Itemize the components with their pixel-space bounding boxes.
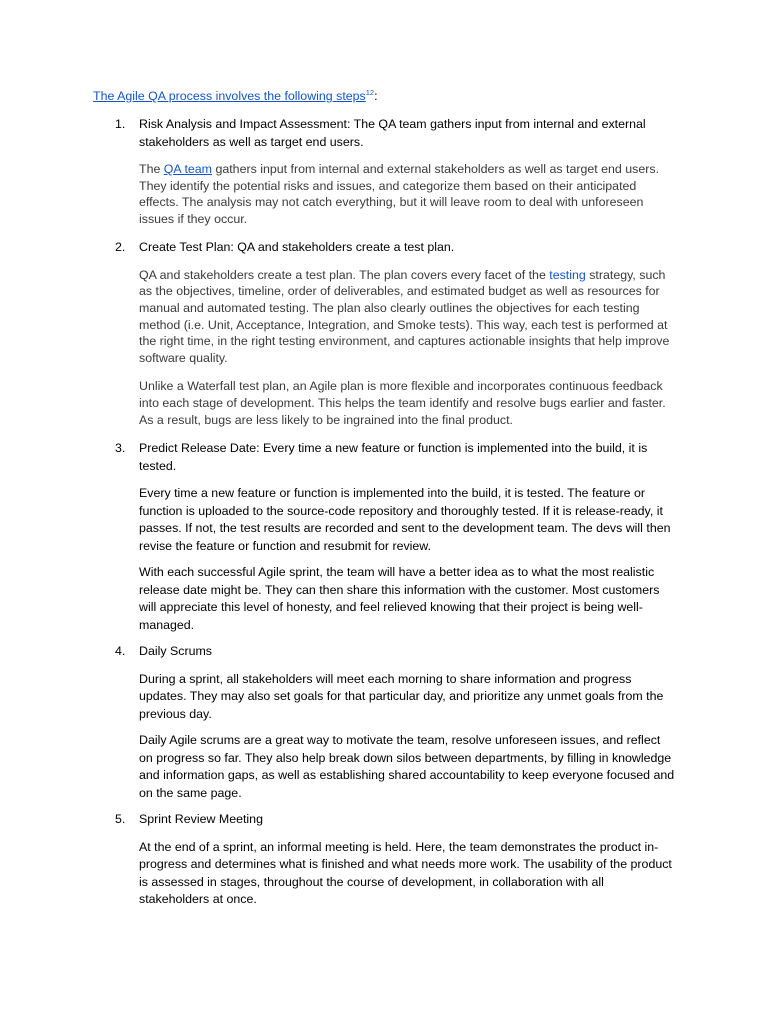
steps-list xyxy=(0,116,768,918)
step-number: 5. xyxy=(115,812,126,827)
paragraph-text: strategy, such as the objectives, timeline, order of deliverables, and estimated budget as well as resources for manual and automated testing. The plan also clearly outlines the objectives for each testing method (i.e. Unit, Acceptance, Integration, and Smoke tests). This way, each test is performed at the right time, in the right testing environment, and captures actionable insights that help improve software quality. xyxy=(139,267,670,365)
step-number: 2. xyxy=(115,240,126,255)
paragraph-text: The xyxy=(139,162,164,176)
step-paragraph: At the end of a sprint, an informal meeting is held. Here, the team demonstrates the product in-progress and determines what is finished and what needs more work. The usability of the product is assessed in stages, throughout the course of development, in collaboration with all stakeholders at once. xyxy=(139,839,672,907)
intro-line xyxy=(93,88,378,105)
step-paragraph: With each successful Agile sprint, the team will have a better idea as to what the most realistic release date might be. They can then share this information with the customer. Most customers will appreciate this level of honesty, and feel relieved knowing that their project is being well-managed. xyxy=(139,565,660,632)
step-title: Predict Release Date: Every time a new feature or function is implemented into the build, it is tested. xyxy=(139,441,648,473)
step-item xyxy=(0,811,768,909)
step-paragraph: Unlike a Waterfall test plan, an Agile plan is more flexible and incorporates continuous feedback into each stage of development. This helps the team identify and resolve bugs earlier and faster. As a result, bugs are less likely to be ingrained into the final product. xyxy=(139,379,666,427)
step-paragraph: During a sprint, all stakeholders will meet each morning to share information and progress updates. They may also set goals for that particular day, and prioritize any unmet goals from the previous day. xyxy=(139,671,664,721)
step-title: Daily Scrums xyxy=(139,644,212,659)
intro-link[interactable]: The Agile QA process involves the following steps xyxy=(93,89,366,103)
step-item xyxy=(0,440,768,634)
step-title: Sprint Review Meeting xyxy=(139,812,263,827)
step-item xyxy=(0,116,768,227)
step-paragraph: Daily Agile scrums are a great way to motivate the team, resolve unforeseen issues, and reflect on progress so far. They also help break down silos between departments, by filling in knowledge and information gaps, as well as establishing shared accountability to keep everyone focused and on the same page. xyxy=(139,733,675,800)
qa-team-link[interactable]: QA team xyxy=(163,162,213,176)
testing-link[interactable]: testing xyxy=(549,267,586,282)
step-paragraph xyxy=(139,161,676,227)
paragraph-text: gathers input from internal and external stakeholders as well as target end users. They identify the potential risks and issues, and categorize them based on their anticipated effects. The analysis may not catch everything, but it will leave room to deal with unforeseen issues if they occur. xyxy=(139,162,660,226)
paragraph-text: QA and stakeholders create a test plan. The plan covers every facet of the xyxy=(139,267,550,282)
step-paragraph xyxy=(139,267,676,367)
intro-colon: : xyxy=(374,89,378,103)
footnote-reference[interactable]: 12 xyxy=(365,87,375,97)
step-item xyxy=(0,239,768,428)
step-title: Risk Analysis and Impact Assessment: The QA team gathers input from internal and external stakeholders as well as target end users. xyxy=(139,117,646,149)
step-title: Create Test Plan: QA and stakeholders create a test plan. xyxy=(139,240,455,255)
step-number: 4. xyxy=(115,644,126,659)
step-item xyxy=(0,643,768,802)
step-number: 3. xyxy=(115,441,126,456)
step-number: 1. xyxy=(115,117,126,131)
step-paragraph: Every time a new feature or function is implemented into the build, it is tested. The feature or function is uploaded to the source-code repository and thoroughly tested. If it is release-ready, it passes. If not, the test results are recorded and sent to the development team. The devs will then revise the feature or function and resubmit for review. xyxy=(139,486,671,553)
